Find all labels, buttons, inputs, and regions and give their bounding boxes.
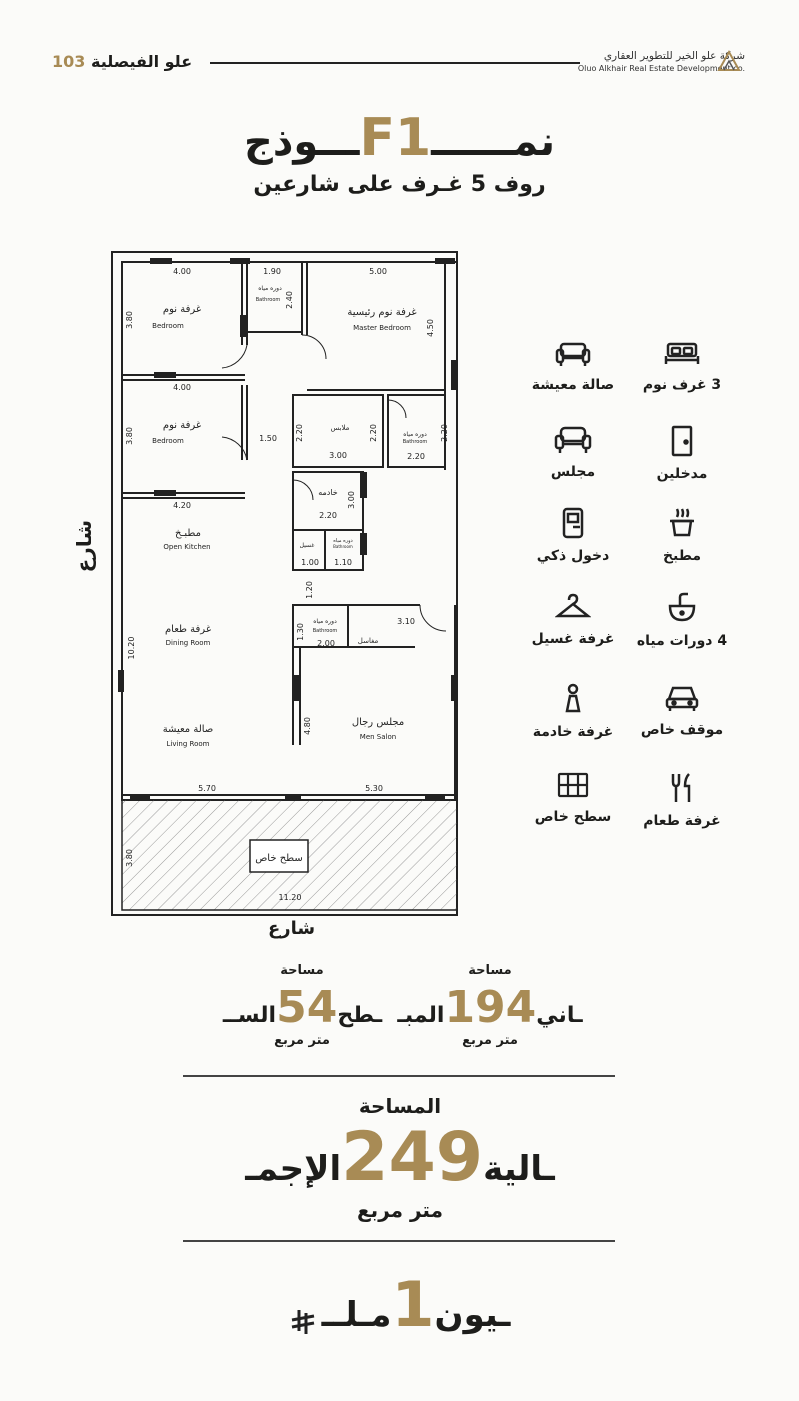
room-closet-ar: ملابس bbox=[330, 424, 350, 432]
room-laundry-ar: غسيل bbox=[299, 542, 315, 549]
price-number: 1 bbox=[391, 1268, 435, 1341]
room-living-en: Living Room bbox=[166, 740, 210, 748]
feature-laundry-label: غرفة غسيل bbox=[531, 631, 615, 647]
room-master-en: Master Bedroom bbox=[353, 324, 411, 332]
roof-area-unit: متر مربع bbox=[274, 1033, 330, 1048]
dim-100: 1.00 bbox=[301, 558, 319, 567]
feature-roof-label: سطح خاص bbox=[534, 809, 612, 825]
dim-150: 1.50 bbox=[259, 434, 277, 443]
header-divider bbox=[210, 62, 580, 64]
company-logo-icon bbox=[715, 48, 743, 74]
dim-220d: 2.20 bbox=[440, 424, 449, 442]
model-title-left: نمــــــ bbox=[431, 119, 556, 165]
window-grid-icon bbox=[557, 772, 589, 800]
price-word-right: ـيون bbox=[434, 1295, 511, 1335]
room-bathroom3-ar: دوره مياه bbox=[333, 538, 353, 544]
feature-bathrooms-label: 4 دورات مياه bbox=[636, 633, 728, 649]
model-title bbox=[0, 108, 799, 168]
feature-living bbox=[518, 340, 628, 393]
feature-maid-room-label: غرفة خادمة bbox=[532, 724, 614, 740]
total-word-right: ـالية bbox=[483, 1149, 555, 1189]
riyal-symbol-icon bbox=[290, 1307, 316, 1337]
feature-smart-entry bbox=[518, 507, 628, 564]
room-bedroom1-en: Bedroom bbox=[152, 322, 184, 330]
room-kitchen-en: Open Kitchen bbox=[163, 543, 211, 551]
feature-majlis-label: مجلس bbox=[550, 464, 596, 480]
feature-bathrooms bbox=[627, 592, 737, 649]
feature-bedrooms-label: 3 غرف نوم bbox=[642, 377, 722, 393]
feature-kitchen bbox=[627, 507, 737, 564]
room-bathroom4-ar: دوره مياه bbox=[313, 618, 337, 625]
dim-310: 3.10 bbox=[397, 617, 415, 626]
dim-400b: 4.00 bbox=[173, 383, 191, 392]
dim-120: 1.20 bbox=[305, 581, 314, 599]
total-area-number: 249 bbox=[341, 1118, 484, 1197]
roof-area-number: 54 bbox=[276, 982, 338, 1033]
armchair-icon bbox=[554, 425, 592, 455]
feature-entrances bbox=[627, 425, 737, 482]
model-title-right: ـــوذج bbox=[243, 119, 360, 165]
dim-380a: 3.80 bbox=[125, 311, 134, 329]
project-name bbox=[52, 52, 192, 71]
room-bathroom2-en: Bathroom bbox=[402, 439, 428, 445]
room-bedroom2-ar: غرفة نوم bbox=[162, 420, 202, 431]
dim-480: 4.80 bbox=[303, 717, 312, 735]
bed-icon bbox=[664, 340, 700, 368]
dim-450: 4.50 bbox=[426, 319, 435, 337]
model-code: F1 bbox=[359, 108, 432, 168]
price-value bbox=[200, 1268, 600, 1341]
dim-200: 2.00 bbox=[317, 639, 335, 648]
dim-220e: 2.20 bbox=[319, 511, 337, 520]
dim-570: 5.70 bbox=[198, 784, 216, 793]
dim-380b: 3.80 bbox=[125, 427, 134, 445]
roof-area-label: مساحة bbox=[280, 963, 324, 978]
room-dining-ar: غرفة طعام bbox=[164, 624, 212, 635]
dim-380c: 3.80 bbox=[125, 849, 134, 867]
project-name-text: علو الفيصلية bbox=[90, 52, 193, 71]
room-salon-ar: مجلس رجال bbox=[351, 717, 405, 728]
building-area-number: 194 bbox=[444, 982, 537, 1033]
fork-knife-icon bbox=[667, 772, 697, 804]
room-maid-ar: خادمه bbox=[318, 488, 338, 497]
dim-300b: 3.00 bbox=[347, 491, 356, 509]
kitchen-pot-icon bbox=[667, 507, 697, 539]
dim-530: 5.30 bbox=[365, 784, 383, 793]
dim-220b: 2.20 bbox=[369, 424, 378, 442]
dim-420: 4.20 bbox=[173, 501, 191, 510]
roof-word-right: ـطح bbox=[337, 1003, 383, 1028]
model-subtitle: روف 5 غـرف على شارعين bbox=[253, 172, 546, 197]
sofa-icon bbox=[555, 340, 591, 368]
street-label-bottom: شارع bbox=[268, 918, 316, 939]
dim-500: 5.00 bbox=[369, 267, 387, 276]
feature-entrances-label: مدخلين bbox=[656, 466, 708, 482]
room-kitchen-ar: مطبـخ bbox=[175, 528, 201, 539]
divider-2 bbox=[183, 1240, 615, 1242]
room-bathroom1-en: Bathroom bbox=[255, 297, 281, 303]
dim-110: 1.10 bbox=[334, 558, 352, 567]
price-word-left: مـلــ bbox=[321, 1295, 392, 1335]
feature-kitchen-label: مطبخ bbox=[662, 548, 702, 564]
street-label-side: شارع bbox=[72, 520, 96, 573]
feature-dining bbox=[627, 772, 737, 829]
feature-laundry bbox=[518, 592, 628, 647]
dim-190: 1.90 bbox=[263, 267, 281, 276]
total-area-unit: متر مربع bbox=[357, 1198, 443, 1222]
room-bathroom2-ar: دوره مياه bbox=[403, 431, 427, 438]
person-icon bbox=[560, 683, 586, 715]
room-salon-en: Men Salon bbox=[359, 733, 397, 741]
roof-area-value bbox=[210, 982, 395, 1033]
feature-parking-label: موقف خاص bbox=[640, 722, 724, 738]
roof-word-left: الســ bbox=[222, 1003, 277, 1028]
car-icon bbox=[665, 683, 699, 713]
building-area-unit: متر مربع bbox=[462, 1033, 518, 1048]
building-word-right: ـاني bbox=[536, 1003, 583, 1028]
feature-maid-room bbox=[518, 683, 628, 740]
building-area-value bbox=[395, 982, 585, 1033]
sink-icon bbox=[666, 592, 698, 624]
dim-300a: 3.00 bbox=[329, 451, 347, 460]
feature-living-label: صالة معيشة bbox=[531, 377, 615, 393]
hanger-icon bbox=[555, 592, 591, 622]
dim-1120: 11.20 bbox=[278, 893, 302, 902]
dim-400a: 4.00 bbox=[173, 267, 191, 276]
feature-smart-entry-label: دخول ذكي bbox=[536, 548, 610, 564]
room-bathroom3-en: Bathroom bbox=[333, 544, 353, 549]
feature-dining-label: غرفة طعام bbox=[643, 813, 721, 829]
room-sinks-ar: مغاسل bbox=[357, 637, 379, 645]
building-area-label: مساحة bbox=[468, 963, 512, 978]
feature-parking bbox=[627, 683, 737, 738]
room-dining-en: Dining Room bbox=[165, 639, 211, 647]
total-area-label: المساحة bbox=[358, 1094, 442, 1118]
room-living-ar: صالة معيشة bbox=[162, 724, 214, 735]
dim-1020: 10.20 bbox=[127, 636, 136, 660]
feature-majlis bbox=[518, 425, 628, 480]
room-bathroom4-en: Bathroom bbox=[312, 628, 338, 634]
room-bathroom1-ar: دوره مياه bbox=[258, 285, 282, 292]
feature-bedrooms bbox=[627, 340, 737, 393]
room-bedroom2-en: Bedroom bbox=[152, 437, 184, 445]
dim-130: 1.30 bbox=[296, 623, 305, 641]
feature-roof bbox=[518, 772, 628, 825]
project-number: 103 bbox=[52, 52, 86, 71]
company-name-en: Oluo Alkhair Real Estate Development co. bbox=[577, 64, 745, 73]
room-bedroom1-ar: غرفة نوم bbox=[162, 304, 202, 315]
smart-lock-icon bbox=[558, 507, 588, 539]
building-word-left: المبـ bbox=[397, 1003, 445, 1028]
room-roof-ar: سطح خاص bbox=[255, 853, 303, 864]
total-area-value bbox=[200, 1118, 600, 1197]
company-name-ar: شركة علو الخير للتطوير العقاري bbox=[603, 50, 745, 62]
dim-220c: 2.20 bbox=[407, 452, 425, 461]
divider-1 bbox=[183, 1075, 615, 1077]
floor-plan bbox=[110, 250, 465, 920]
dim-240: 2.40 bbox=[285, 291, 294, 309]
dim-220a: 2.20 bbox=[295, 424, 304, 442]
door-icon bbox=[667, 425, 697, 457]
plan-inner-wall bbox=[122, 262, 457, 800]
room-master-ar: غرفة نوم رئيسية bbox=[347, 307, 417, 318]
total-word-left: الإجمـ bbox=[245, 1149, 342, 1189]
